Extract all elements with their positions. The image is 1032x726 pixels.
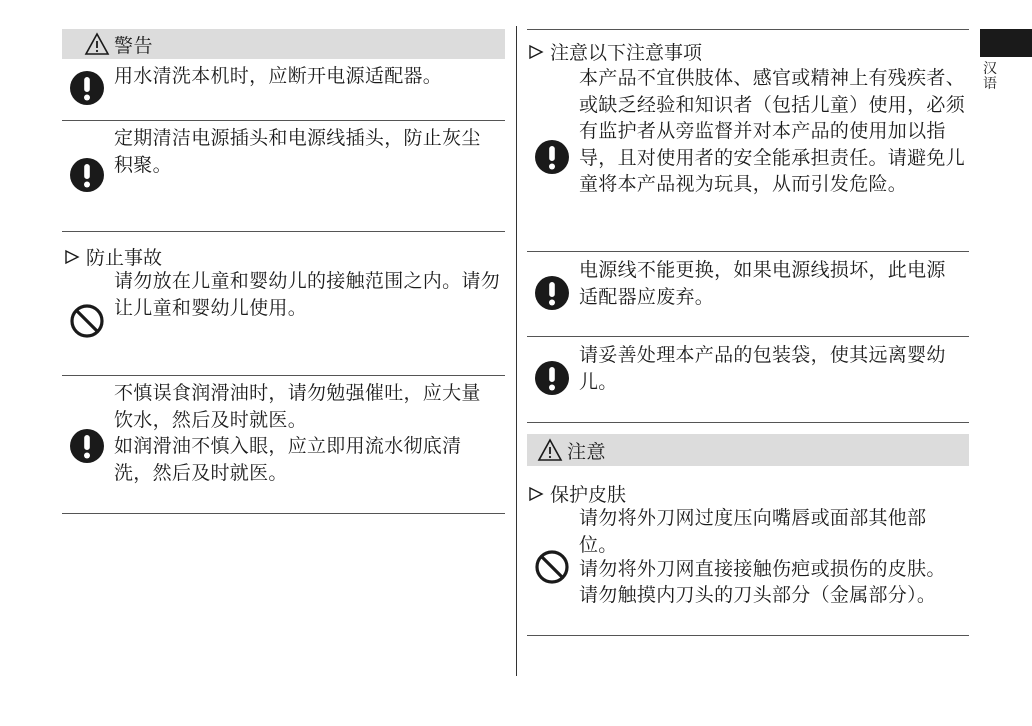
mandatory-exclamation-icon (535, 361, 569, 395)
caution-header (527, 434, 969, 466)
mandatory-exclamation-icon (70, 429, 104, 463)
accident-item-2a: 不慎误食润滑油时，请勿勉强催吐，应大量饮水，然后及时就医。 (114, 382, 481, 431)
divider (62, 120, 505, 121)
accident-item-2b: 如润滑油不慎入眼，应立即用流水彻底清洗，然后及时就医。 (114, 435, 462, 484)
notes-heading (528, 38, 702, 65)
skin-heading-text: 保护皮肤 (550, 484, 627, 506)
caution-title: 注意 (567, 440, 607, 463)
divider (527, 422, 969, 423)
triangle-bullet-icon (528, 486, 544, 502)
triangle-bullet-icon (528, 44, 544, 60)
triangle-bullet-icon (64, 249, 80, 265)
language-tab (980, 29, 1032, 57)
mandatory-exclamation-icon (70, 71, 104, 105)
skin-item-3: 请勿触摸内刀头的刀头部分（金属部分）。 (579, 584, 937, 606)
skin-item-2: 请勿将外刀网直接接触伤疤或损伤的皮肤。 (579, 558, 946, 580)
warning-title: 警告 (114, 34, 154, 57)
mandatory-exclamation-icon (535, 276, 569, 310)
divider (62, 231, 505, 232)
notes-heading-text: 注意以下注意事项 (550, 42, 703, 64)
warning-triangle-icon (537, 438, 563, 462)
notes-item-1: 本产品不宜供肢体、感官或精神上有残疾者、或缺乏经验和知识者（包括儿童）使用，必须有监护者从旁监督并对本产品的使用加以指导，且对使用者的安全能承担责任。请避免儿童将本产品视为玩具，从而引发危险。 (579, 67, 966, 195)
accident-heading (64, 243, 162, 270)
prohibited-icon (70, 304, 104, 338)
divider (527, 251, 969, 252)
warning-item-1: 用水清洗本机时，应断开电源适配器。 (114, 65, 443, 87)
divider (62, 375, 505, 376)
warning-header (62, 29, 505, 59)
skin-item-1: 请勿将外刀网过度压向嘴唇或面部其他部位。 (579, 507, 927, 556)
warning-triangle-icon (84, 32, 110, 56)
divider (527, 336, 969, 337)
column-divider (516, 26, 517, 676)
mandatory-exclamation-icon (535, 140, 569, 174)
language-tab-label: 汉语 (983, 61, 997, 92)
notes-item-2: 电源线不能更换，如果电源线损坏，此电源适配器应废弃。 (579, 259, 946, 308)
accident-heading-text: 防止事故 (86, 247, 163, 269)
divider (527, 29, 969, 30)
mandatory-exclamation-icon (70, 158, 104, 192)
warning-item-2: 定期清洁电源插头和电源线插头，防止灰尘积聚。 (114, 127, 481, 176)
notes-item-3: 请妥善处理本产品的包装袋，使其远离婴幼儿。 (579, 344, 946, 393)
divider (62, 513, 505, 514)
skin-heading (528, 480, 626, 507)
prohibited-icon (535, 550, 569, 584)
accident-item-1: 请勿放在儿童和婴幼儿的接触范围之内。请勿让儿童和婴幼儿使用。 (114, 270, 501, 319)
divider (527, 635, 969, 636)
